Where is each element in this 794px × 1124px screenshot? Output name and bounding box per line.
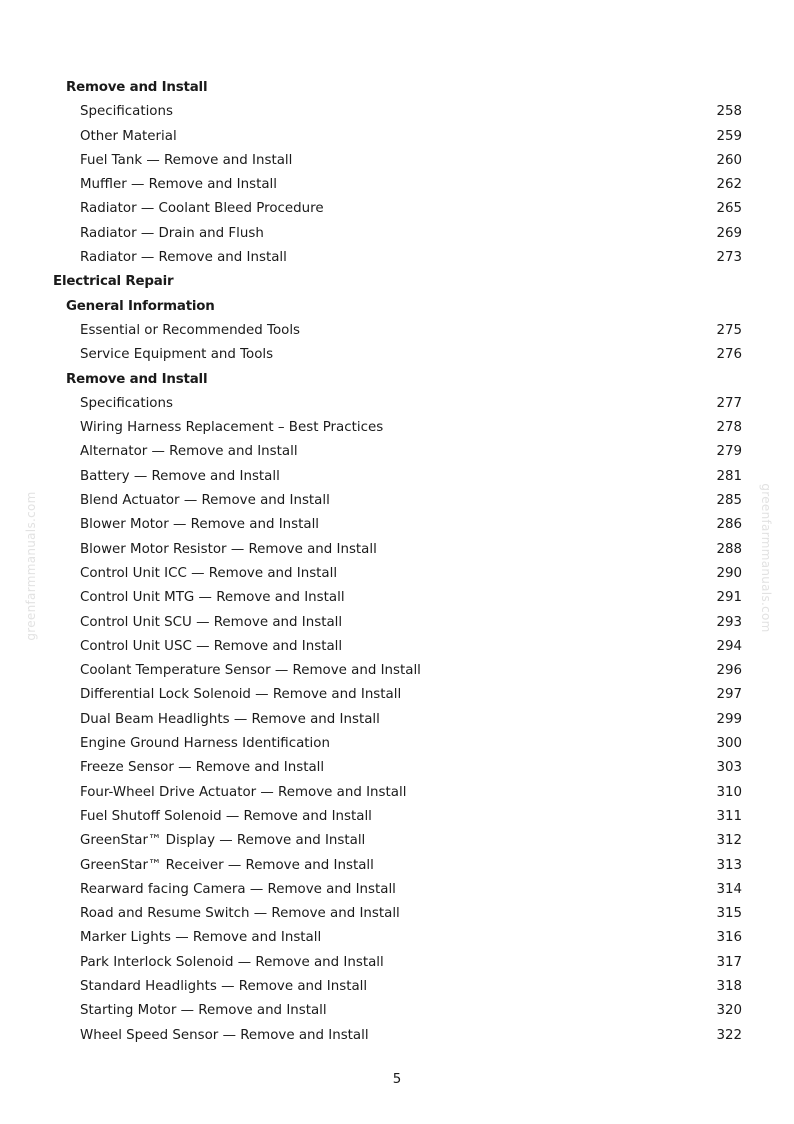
- toc-entry-label: General Information: [66, 298, 215, 314]
- toc-entry-label: GreenStar™ Receiver — Remove and Install: [80, 857, 374, 873]
- toc-entry: [0, 781, 794, 805]
- toc-entry: [0, 246, 794, 270]
- page-number: 5: [392, 1072, 402, 1087]
- toc-entry-label: Fuel Tank — Remove and Install: [80, 152, 293, 168]
- toc-entry: [0, 513, 794, 537]
- toc-entry-label: Rearward facing Camera — Remove and Install: [80, 881, 396, 897]
- toc-entry-page: 290: [716, 565, 742, 581]
- toc-entry: [0, 538, 794, 562]
- toc-entry-label: GreenStar™ Display — Remove and Install: [80, 833, 366, 849]
- toc-entry: [0, 635, 794, 659]
- toc-entry-label: Differential Lock Solenoid — Remove and Install: [80, 687, 402, 703]
- toc-entry: [0, 659, 794, 683]
- toc-entry: [0, 100, 794, 124]
- toc-entry: [0, 951, 794, 975]
- toc-entry-page: 316: [716, 930, 742, 946]
- toc-entry-page: 281: [716, 468, 742, 484]
- toc-entry: [0, 125, 794, 149]
- toc-entry: [0, 975, 794, 999]
- toc-entry-page: 286: [716, 517, 742, 533]
- toc-entry: [0, 562, 794, 586]
- toc-entry-page: 322: [716, 1027, 742, 1043]
- toc-entry: [0, 756, 794, 780]
- toc-entry-page: 276: [716, 347, 742, 363]
- toc-entry-page: 265: [716, 201, 742, 217]
- toc-subheading: [0, 295, 794, 319]
- toc-entry: [0, 1024, 794, 1048]
- toc-entry: [0, 829, 794, 853]
- toc-entry-label: Wiring Harness Replacement – Best Practices: [80, 420, 384, 436]
- toc-entry: [0, 611, 794, 635]
- toc-entry-page: 320: [716, 1003, 742, 1019]
- toc-entry-label: Blend Actuator — Remove and Install: [80, 493, 330, 509]
- toc-entry: [0, 465, 794, 489]
- toc-entry-label: Alternator — Remove and Install: [80, 444, 298, 460]
- toc-entry-page: 297: [716, 687, 742, 703]
- watermark-left: greenfarmmanuals.com: [24, 491, 38, 641]
- toc-entry-page: 318: [716, 978, 742, 994]
- toc-entry-page: 313: [716, 857, 742, 873]
- toc-entry-page: 303: [716, 760, 742, 776]
- toc-entry-page: 311: [716, 808, 742, 824]
- toc-entry: [0, 343, 794, 367]
- toc-entry: [0, 878, 794, 902]
- toc-entry-label: Blower Motor Resistor — Remove and Install: [80, 541, 377, 557]
- toc-entry: [0, 489, 794, 513]
- toc-entry: [0, 319, 794, 343]
- toc-entry-label: Radiator — Remove and Install: [80, 250, 287, 266]
- toc-entry-page: 262: [716, 177, 742, 193]
- toc-entry-label: Muffler — Remove and Install: [80, 177, 277, 193]
- toc-entry-page: 258: [716, 104, 742, 120]
- toc-entry: [0, 902, 794, 926]
- toc-entry-label: Control Unit ICC — Remove and Install: [80, 565, 338, 581]
- watermark-right: greenfarmmanuals.com: [759, 483, 773, 633]
- toc-entry-label: Road and Resume Switch — Remove and Install: [80, 906, 400, 922]
- toc-entry-label: Control Unit SCU — Remove and Install: [80, 614, 343, 630]
- toc-entry-label: Battery — Remove and Install: [80, 468, 280, 484]
- toc-entry-label: Blower Motor — Remove and Install: [80, 517, 320, 533]
- toc-entry-page: 293: [716, 614, 742, 630]
- toc-entry-page: 299: [716, 711, 742, 727]
- toc-entry: [0, 173, 794, 197]
- toc-entry-label: Radiator — Drain and Flush: [80, 225, 264, 241]
- toc-entry-label: Specifications: [80, 395, 173, 411]
- toc-entry-label: Starting Motor — Remove and Install: [80, 1003, 327, 1019]
- toc-entry-label: Service Equipment and Tools: [80, 347, 274, 363]
- toc-entry-label: Remove and Install: [66, 371, 208, 387]
- toc-entry-page: 285: [716, 493, 742, 509]
- toc-entry-page: 275: [716, 322, 742, 338]
- toc-entry-label: Park Interlock Solenoid — Remove and Install: [80, 954, 384, 970]
- toc-entry-page: 300: [716, 736, 742, 752]
- toc-entry: [0, 197, 794, 221]
- toc-entry-page: 288: [716, 541, 742, 557]
- toc-entry: [0, 440, 794, 464]
- toc-heading: [0, 270, 794, 294]
- toc-entry-label: Electrical Repair: [53, 274, 174, 290]
- toc-entry-page: 314: [716, 881, 742, 897]
- toc-subheading: [0, 76, 794, 100]
- toc-entry-label: Remove and Install: [66, 80, 208, 95]
- toc-entry-label: Fuel Shutoff Solenoid — Remove and Install: [80, 808, 372, 824]
- toc-entry-page: 291: [716, 590, 742, 606]
- toc-entry-page: 277: [716, 395, 742, 411]
- toc-entry-label: Control Unit USC — Remove and Install: [80, 638, 343, 654]
- toc-entry-page: 278: [716, 420, 742, 436]
- toc-entry-label: Control Unit MTG — Remove and Install: [80, 590, 345, 606]
- toc-entry-page: 315: [716, 906, 742, 922]
- toc-entry: [0, 854, 794, 878]
- toc-entry-label: Freeze Sensor — Remove and Install: [80, 760, 325, 776]
- table-of-contents: [0, 76, 794, 1048]
- toc-entry-page: 269: [716, 225, 742, 241]
- toc-entry: [0, 999, 794, 1023]
- toc-entry-label: Marker Lights — Remove and Install: [80, 930, 322, 946]
- toc-entry-label: Essential or Recommended Tools: [80, 322, 301, 338]
- toc-entry-page: 312: [716, 833, 742, 849]
- toc-subheading: [0, 368, 794, 392]
- toc-entry-label: Specifications: [80, 104, 173, 120]
- toc-entry: [0, 926, 794, 950]
- toc-entry: [0, 805, 794, 829]
- toc-entry-page: 296: [716, 663, 742, 679]
- toc-entry-page: 273: [716, 250, 742, 266]
- toc-entry-page: 294: [716, 638, 742, 654]
- toc-entry-label: Dual Beam Headlights — Remove and Install: [80, 711, 380, 727]
- toc-entry: [0, 222, 794, 246]
- toc-entry: [0, 392, 794, 416]
- toc-entry: [0, 708, 794, 732]
- toc-entry-page: 310: [716, 784, 742, 800]
- toc-entry: [0, 732, 794, 756]
- toc-entry: [0, 683, 794, 707]
- toc-entry: [0, 416, 794, 440]
- toc-entry-label: Standard Headlights — Remove and Install: [80, 978, 368, 994]
- toc-entry: [0, 149, 794, 173]
- toc-entry-page: 279: [716, 444, 742, 460]
- toc-entry-page: 317: [716, 954, 742, 970]
- toc-entry-label: Engine Ground Harness Identification: [80, 736, 330, 752]
- toc-entry-label: Other Material: [80, 128, 177, 144]
- toc-entry-label: Radiator — Coolant Bleed Procedure: [80, 201, 324, 217]
- toc-entry-label: Coolant Temperature Sensor — Remove and Install: [80, 663, 421, 679]
- toc-entry: [0, 586, 794, 610]
- toc-entry-label: Four-Wheel Drive Actuator — Remove and Install: [80, 784, 407, 800]
- toc-entry-page: 259: [716, 128, 742, 144]
- toc-entry-label: Wheel Speed Sensor — Remove and Install: [80, 1027, 369, 1043]
- toc-entry-page: 260: [716, 152, 742, 168]
